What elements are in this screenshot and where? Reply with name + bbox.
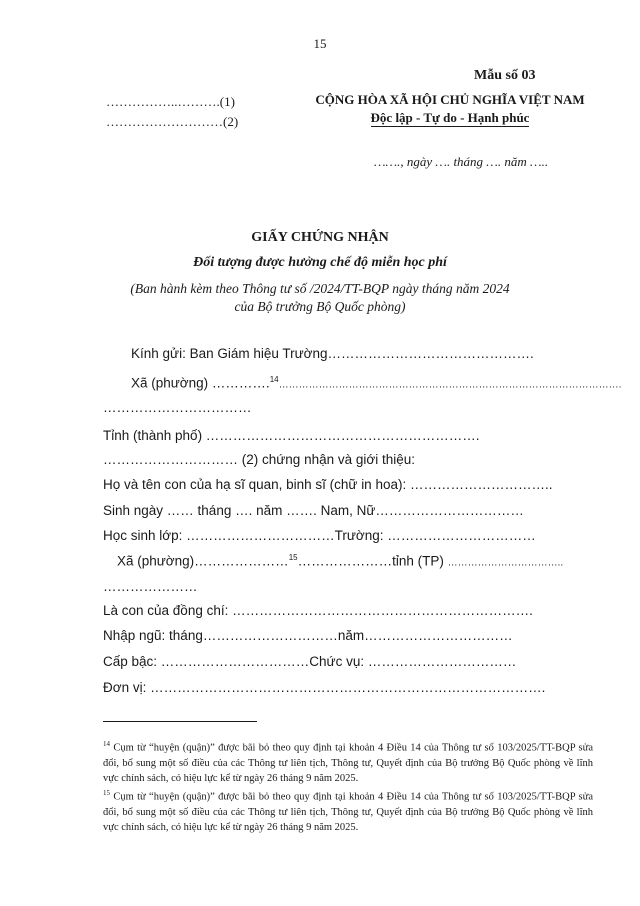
unit-line: Đơn vị: …………………………………………………………………………….: [103, 680, 546, 695]
issuing-authority-line-1: ……………..……….(1): [106, 94, 235, 109]
commune-dots: ………………………………………………………………………………………….: [278, 379, 622, 391]
document-title: GIẤY CHỨNG NHẬN: [251, 230, 389, 245]
footnote-15: [103, 786, 593, 835]
commune-continuation: ……………………………: [103, 400, 252, 415]
commune2-label: Xã (phường)…………………: [117, 553, 289, 569]
footnote-divider: [103, 721, 257, 722]
commune2-province: …………………tỉnh (TP): [297, 553, 448, 569]
footnote-mark: 15: [103, 789, 110, 797]
national-title: CỘNG HÒA XÃ HỘI CHỦ NGHĨA VIỆT NAM: [315, 92, 585, 107]
commune2-dots: ……………………………..: [447, 557, 564, 569]
issued-by-line-1: (Ban hành kèm theo Thông tư số /2024/TT-BQP ngày tháng năm 2024: [130, 281, 510, 296]
enlistment-line: Nhập ngũ: tháng…………………………năm……………………………: [103, 628, 513, 643]
child-name-line: Họ và tên con của hạ sĩ quan, binh sĩ (chữ in hoa): …………………………..: [103, 477, 553, 492]
footnote-text: Cụm từ “huyện (quận)” được bãi bỏ theo quy định tại khoản 4 Điều 14 của Thông tư số 103/2025/TT-BQP sửa đổi, bổ sung một số điều của các Thông tư liên tịch, Thông tư, Quyết định của Bộ trưởng Bộ Quốc phòng về lĩnh vực chính sách, có hiệu lực kể từ ngày 26 tháng 9 năm 2025.: [103, 742, 593, 784]
date-line: ……., ngày …. tháng …. năm …..: [374, 154, 549, 169]
student-class-line: Học sinh lớp: ……………………………Trường: ……………………………: [103, 528, 536, 543]
footnote-ref-14: 14: [269, 375, 279, 384]
province-line: Tỉnh (thành phố) …………………………………………………….: [103, 428, 480, 443]
commune2-continuation: …………………: [103, 579, 198, 594]
birth-date-line: Sinh ngày …… tháng …. năm ……. Nam, Nữ……………………………: [103, 503, 524, 518]
commune-line: [131, 375, 621, 391]
form-number: Mẫu số 03: [474, 68, 536, 83]
document-subtitle: Đối tượng được hưởng chế độ miễn học phí: [193, 255, 447, 270]
issuing-authority-line-2: ………………………(2): [106, 114, 239, 129]
commune-label: Xã (phường) ………….: [131, 375, 270, 391]
commune2-line: [117, 553, 563, 569]
page-number: 15: [313, 36, 327, 51]
footnote-mark: 14: [103, 740, 110, 748]
rank-line: Cấp bậc: ……………………………Chức vụ: ……………………………: [103, 654, 517, 669]
footnote-text: Cụm từ “huyện (quận)” được bãi bỏ theo quy định tại khoản 4 Điều 14 của Thông tư số 103/2025/TT-BQP sửa đổi, bổ sung một số điều của các Thông tư liên tịch, Thông tư, Quyết định của Bộ trưởng Bộ Quốc phòng về lĩnh vực chính sách, có hiệu lực kể từ ngày 26 tháng 9 năm 2025.: [103, 791, 593, 833]
motto-text: Độc lập - Tự do - Hạnh phúc: [370, 110, 530, 125]
recipient-line: Kính gửi: Ban Giám hiệu Trường……………………………………….: [131, 346, 534, 361]
footnote-14: [103, 737, 593, 786]
motto: [300, 110, 600, 126]
footnote-ref-15: 15: [288, 553, 298, 562]
certify-line: ………………………… (2) chứng nhận và giới thiệu:: [103, 452, 415, 467]
issued-by-line-2: của Bộ trưởng Bộ Quốc phòng): [234, 299, 406, 314]
parent-line: Là con của đồng chí: ………………………………………………………….: [103, 603, 533, 618]
